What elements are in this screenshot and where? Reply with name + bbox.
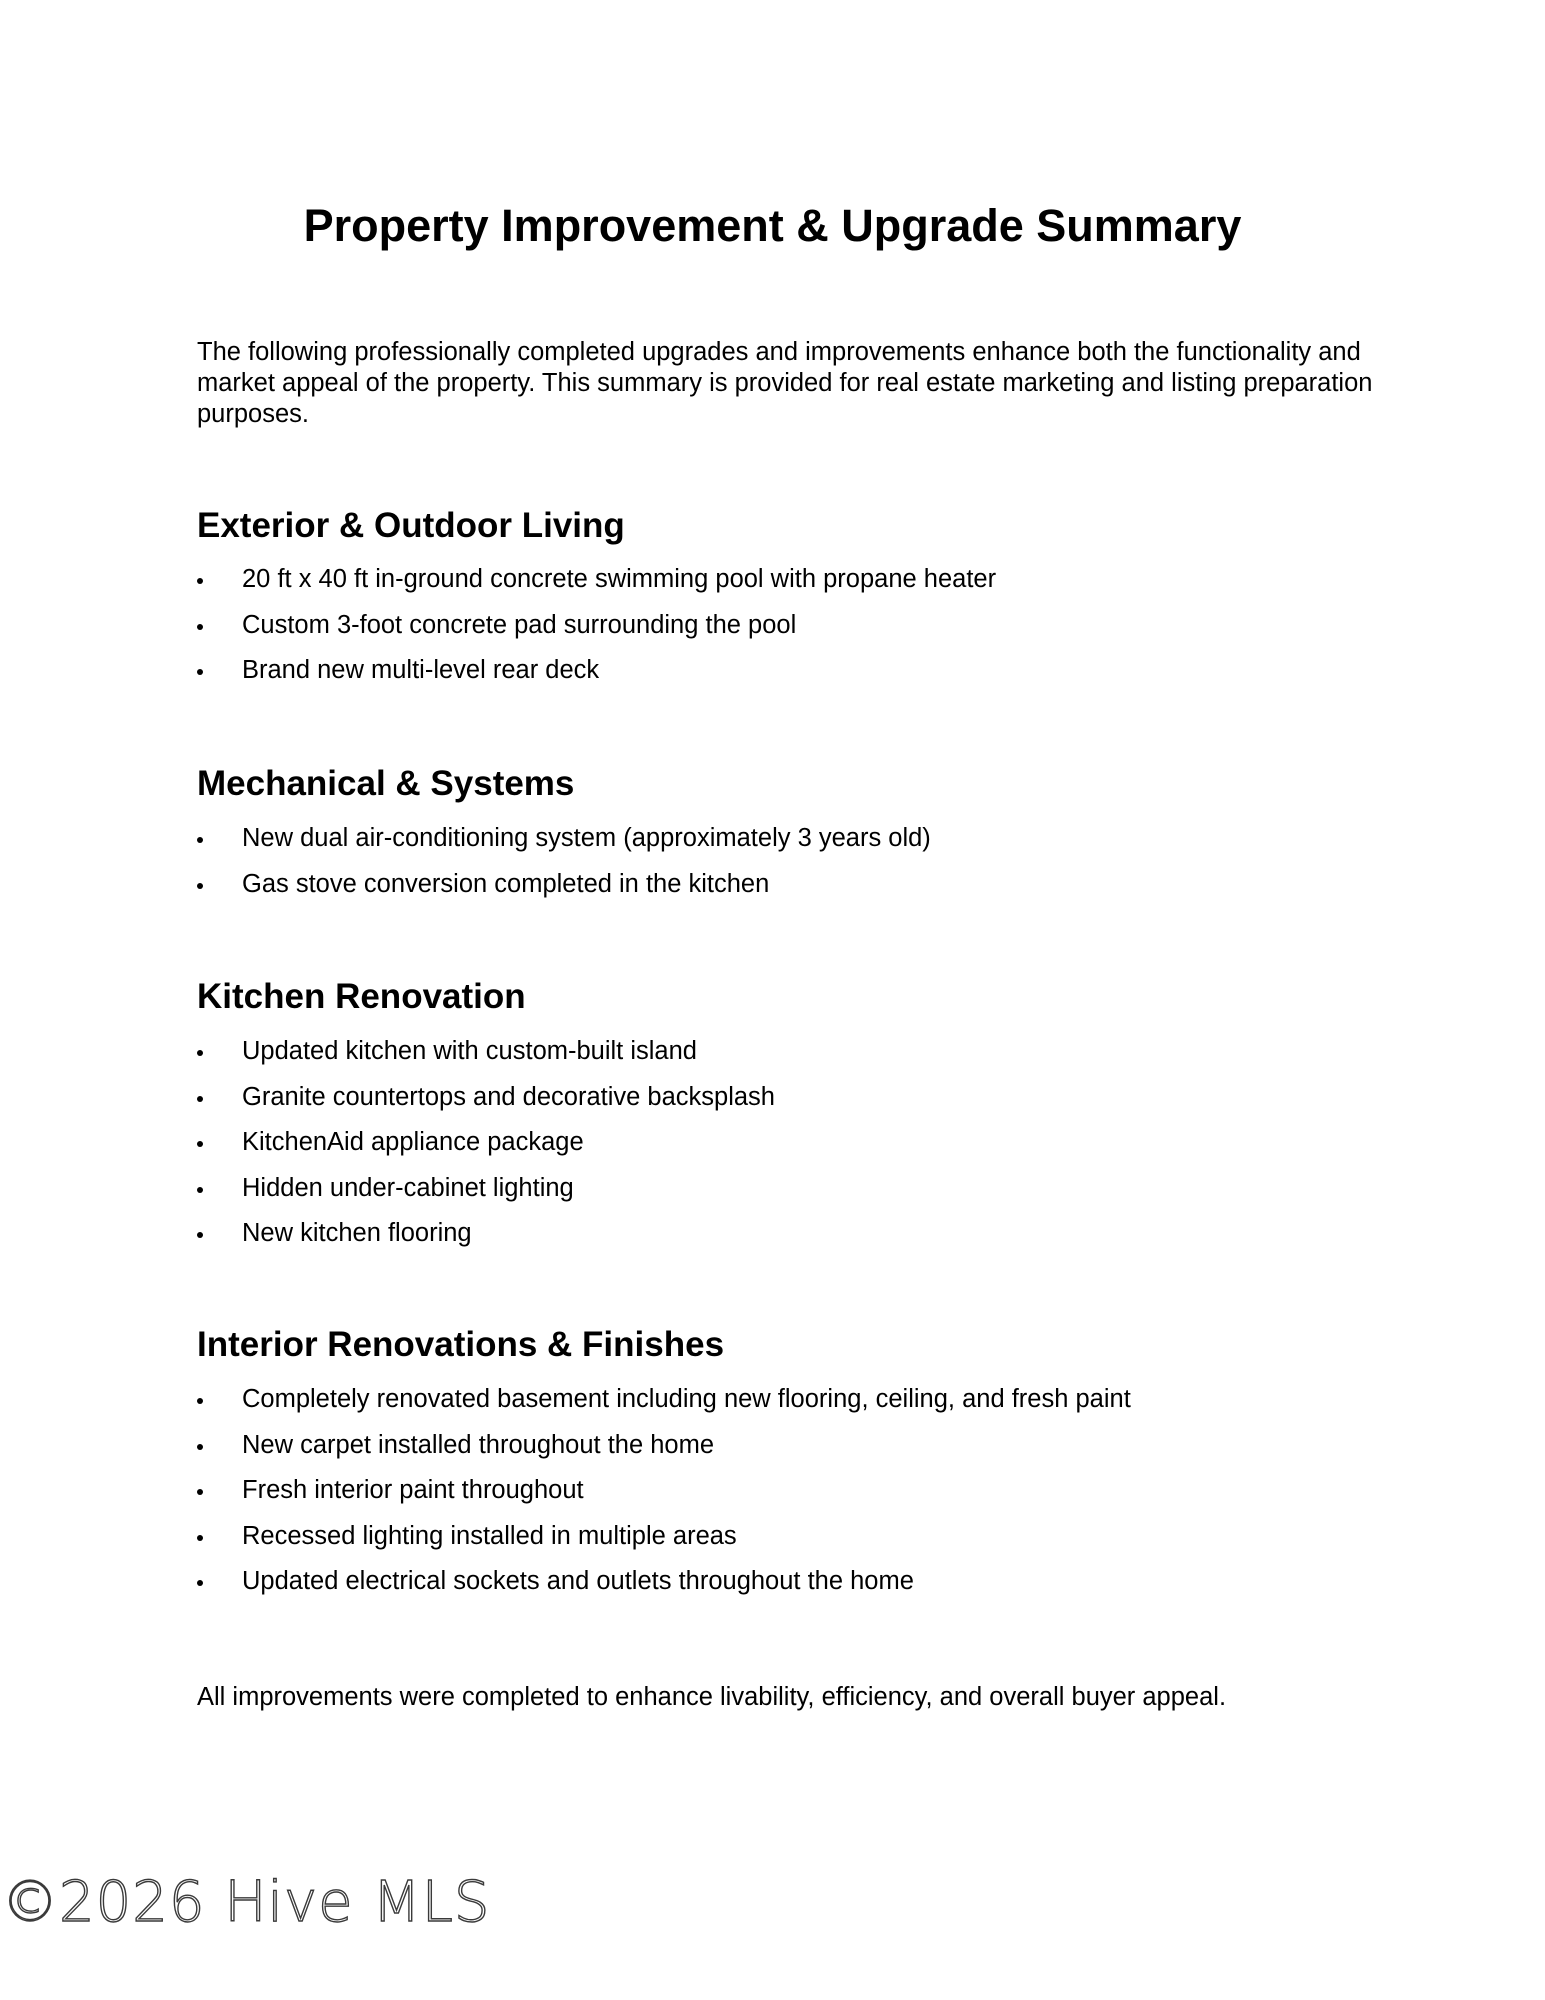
watermark-copyright: ©2026 Hive MLS [2, 1870, 491, 1935]
list-item-text: 20 ft x 40 ft in-ground concrete swimming pool with propane heater [242, 565, 997, 593]
list-item [197, 563, 996, 609]
list-item-text: New dual air-conditioning system (approximately 3 years old) [242, 824, 931, 852]
list-item-text: Granite countertops and decorative backsplash [242, 1082, 775, 1111]
bullet-icon [197, 1232, 203, 1238]
list-item-text: Brand new multi-level rear deck [242, 656, 600, 684]
bullet-icon [197, 1489, 203, 1495]
list-item-text: Gas stove conversion completed in the kitchen [242, 869, 770, 898]
list-item [197, 1172, 775, 1218]
bullet-icon [197, 669, 203, 675]
list-item [197, 1474, 1131, 1520]
list-item [197, 654, 996, 700]
list-item-text: Updated electrical sockets and outlets throughout the home [242, 1567, 914, 1595]
bullet-icon [197, 1444, 203, 1450]
section-list-kitchen [197, 1035, 775, 1263]
section-list-exterior [197, 563, 996, 700]
list-item [197, 1383, 1131, 1429]
list-item [197, 1429, 1131, 1475]
closing-statement: All improvements were completed to enhance livability, efficiency, and overall buyer appeal. [197, 1683, 1227, 1711]
bullet-icon [197, 1535, 203, 1541]
list-item-text: Custom 3-foot concrete pad surrounding the pool [242, 610, 797, 639]
section-list-mechanical [197, 822, 931, 913]
section-heading-mechanical: Mechanical & Systems [197, 764, 575, 803]
list-item [197, 1565, 1131, 1611]
list-item [197, 1035, 775, 1081]
bullet-icon [197, 1580, 203, 1586]
list-item [197, 1217, 775, 1263]
list-item [197, 868, 931, 914]
list-item-text: Recessed lighting installed in multiple areas [242, 1521, 737, 1550]
list-item-text: New kitchen flooring [242, 1219, 472, 1247]
section-heading-kitchen: Kitchen Renovation [197, 977, 526, 1016]
bullet-icon [197, 1050, 203, 1056]
list-item [197, 1081, 775, 1127]
bullet-icon [197, 883, 203, 889]
list-item-text: New carpet installed throughout the home [242, 1430, 715, 1459]
bullet-icon [197, 1096, 203, 1102]
list-item [197, 1126, 775, 1172]
list-item [197, 1520, 1131, 1566]
section-heading-interior: Interior Renovations & Finishes [197, 1325, 725, 1364]
list-item-text: Updated kitchen with custom-built island [242, 1037, 697, 1065]
bullet-icon [197, 837, 203, 843]
section-heading-exterior: Exterior & Outdoor Living [197, 506, 625, 545]
bullet-icon [197, 578, 203, 584]
bullet-icon [197, 624, 203, 630]
list-item [197, 609, 996, 655]
bullet-icon [197, 1187, 203, 1193]
list-item-text: Hidden under-cabinet lighting [242, 1173, 574, 1202]
intro-paragraph: The following professionally completed upgrades and improvements enhance both the functionality and market appeal of the property. This summary is provided for real estate marketing and listing preparation purposes. [197, 338, 1373, 428]
bullet-icon [197, 1398, 203, 1404]
page-title: Property Improvement & Upgrade Summary [303, 200, 1242, 251]
list-item-text: Completely renovated basement including new flooring, ceiling, and fresh paint [242, 1385, 1131, 1413]
list-item-text: Fresh interior paint throughout [242, 1476, 584, 1504]
list-item-text: KitchenAid appliance package [242, 1128, 584, 1156]
list-item [197, 822, 931, 868]
bullet-icon [197, 1141, 203, 1147]
section-list-interior [197, 1383, 1131, 1611]
